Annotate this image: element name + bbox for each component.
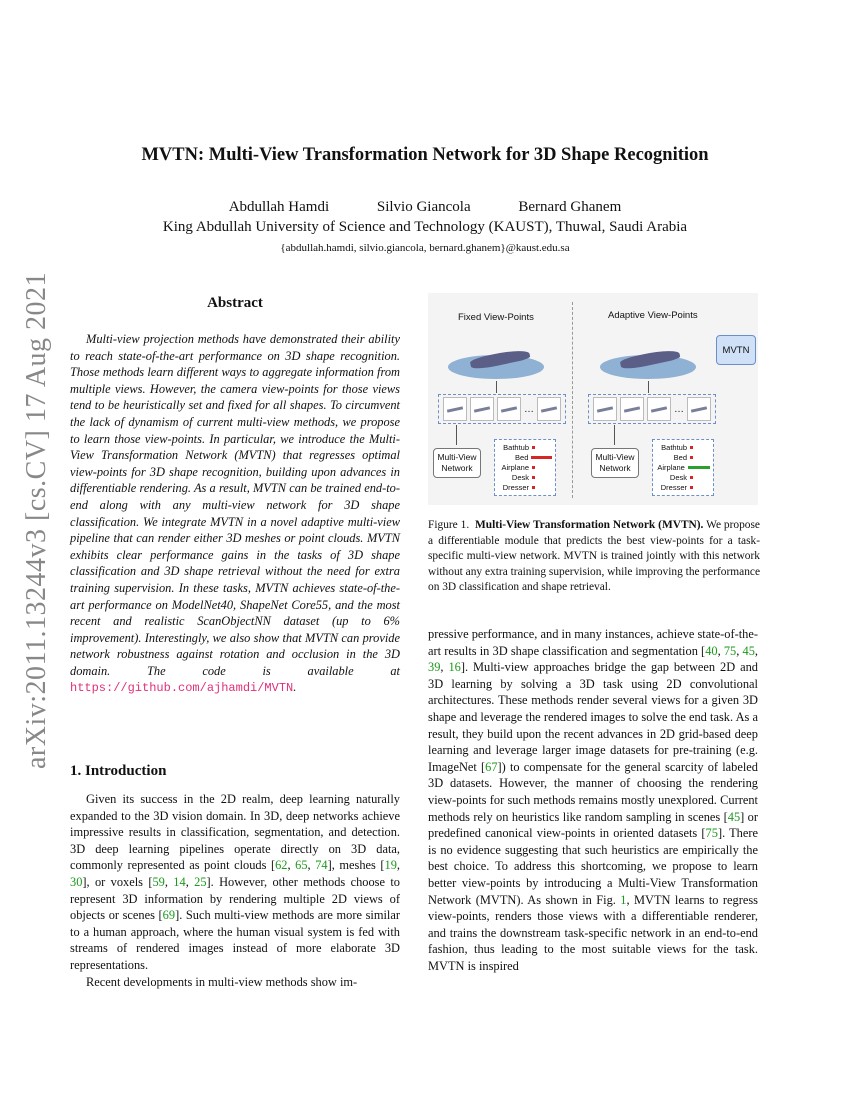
class-score-row — [656, 462, 710, 472]
paragraph-text: , — [717, 643, 724, 658]
citation-link[interactable]: 39 — [428, 660, 441, 675]
caption-text: We propose a differentiable module that predicts the best view-points for a task-specific multi-view network. MVTN is trained jointly with this network without any extra training supervision, while improving the performance on 3D classification and shape retrieval. — [428, 519, 760, 594]
citation-link[interactable]: 69 — [162, 908, 176, 923]
abstract-end: . — [293, 680, 297, 695]
citation-link[interactable]: 25 — [194, 874, 207, 889]
abstract-text: Multi-view projection methods have demonstrated their ability to reach state-of-the-art performance on 3D shape recognition. Those methods learn different ways to aggregate information from multiple views. However, the camera view-points for those views tend to be heuristically set and fixed for all shapes. To circumvent the lack of dynamism of current multi-view methods, we propose to learn those view-points. In particular, we introduce the Multi-View Transformation Network (MVTN) that regresses optimal view-points for 3D shape recognition, building upon advances in differentiable rendering. As a result, MVTN can be trained end-to-end along with any multi-view network for 3D shape classification. We integrate MVTN in a novel adaptive multi-view pipeline that can render either 3D meshes or point clouds. MVTN exhibits clear performance gains in the tasks of 3D shape classification and 3D shape retrieval without the need for extra training supervision. In these tasks, MVTN achieves state-of-the-art performance on ModelNet40, ShapeNet Core55, and the most recent and realistic ScanObjectNN dataset (up to 6% improvement). Interestingly, we also show that MVTN can provide network robustness against rotation and occlusion in the 3D domain. The code is available at — [70, 332, 400, 678]
rendered-view — [497, 397, 521, 421]
figure-divider — [572, 302, 573, 498]
class-score-row — [498, 462, 552, 472]
class-name: Bed — [515, 452, 529, 462]
paragraph-text: ]. Multi-view approaches bridge the gap between 2D and 3D learning by solving a 3D task using 2D convolutional architectures. These methods render several views for a given 3D shape and leverage the rendered images to solve the end task. As a result, they build upon the recent advances in 2D grid-based deep learning and leverage larger image datasets for pre-training (e.g. ImageNet [ — [428, 660, 759, 774]
citation-link[interactable]: 74 — [315, 858, 328, 873]
paragraph-text: , MVTN learns to regress view-points, renders those views with a differentiable renderer, and trains the downstream task-specific network in an end-to-end fashion, thus leading to the most suitable views for the task. MVTN is inspired — [428, 892, 758, 973]
citation-link[interactable]: 62 — [275, 858, 288, 873]
class-name: Desk — [669, 473, 687, 483]
class-score-row — [656, 442, 710, 452]
class-score-row — [656, 483, 710, 493]
paragraph-text: ], or voxels [ — [82, 874, 153, 889]
author-list — [70, 199, 780, 216]
author-name: Silvio Giancola — [376, 199, 471, 215]
class-score-row — [498, 483, 552, 493]
class-name: Bathtub — [503, 442, 529, 452]
score-bar — [690, 456, 693, 459]
author-emails: {abdullah.hamdi, silvio.giancola, bernard.ghanem}@kaust.edu.sa — [280, 242, 570, 254]
paragraph-text: , — [185, 874, 195, 889]
paragraph-text: , — [736, 643, 743, 658]
paragraph-text: ]. However, other methods choose to represent 3D information by rendering multiple 2D views of objects or scenes [ — [70, 874, 400, 923]
citation-link[interactable]: 16 — [448, 660, 461, 675]
score-bar — [532, 486, 535, 489]
score-bar — [690, 446, 693, 449]
rendered-views-right — [588, 394, 716, 424]
arrow-down — [456, 425, 457, 445]
paragraph-text: ], meshes [ — [327, 858, 385, 873]
paper-title: MVTN: Multi-View Transformation Network for 3D Shape Recognition — [141, 145, 709, 165]
score-bar — [532, 446, 535, 449]
citation-link[interactable]: 67 — [485, 759, 498, 774]
class-score-row — [498, 452, 552, 462]
class-name: Bathtub — [661, 442, 687, 452]
rendered-view — [687, 397, 711, 421]
rendered-view — [593, 397, 617, 421]
rendered-view — [470, 397, 494, 421]
paragraph-text: , — [164, 874, 174, 889]
citation-link[interactable]: 40 — [705, 643, 718, 658]
class-score-row — [498, 442, 552, 452]
class-scores-right — [652, 439, 714, 496]
class-name: Dresser — [660, 483, 687, 493]
network-label: Multi-View — [595, 452, 635, 462]
adaptive-viewpoints-title: Adaptive View-Points — [608, 310, 698, 321]
arxiv-identifier: arXiv:2011.13244v3 [cs.CV] 17 Aug 2021 — [21, 271, 52, 769]
score-bar — [688, 466, 710, 469]
paragraph-text: pressive performance, and in many instances, achieve state-of-the-art results in 3D shape classification and segmentation [ — [428, 627, 758, 658]
arrow-down — [648, 381, 649, 393]
paragraph-text: , — [287, 858, 296, 873]
paragraph-text: ] or predefined canonical view-points in oriented datasets [ — [428, 809, 758, 841]
fixed-viewpoints-title: Fixed View-Points — [458, 312, 534, 323]
arrow-down — [614, 425, 615, 445]
paragraph-text: , — [754, 643, 758, 658]
score-bar — [532, 466, 535, 469]
score-bar — [531, 456, 552, 459]
ellipsis: … — [674, 403, 684, 415]
figure-1 — [428, 293, 758, 505]
abstract-body — [70, 331, 400, 697]
citation-link[interactable]: 14 — [173, 874, 186, 889]
abstract-heading: Abstract — [207, 295, 263, 311]
arrow-down — [496, 381, 497, 393]
affiliation: King Abdullah University of Science and Technology (KAUST), Thuwal, Saudi Arabia — [162, 219, 688, 235]
class-name: Airplane — [657, 462, 685, 472]
intro-paragraph-1 — [70, 791, 400, 974]
rendered-view — [443, 397, 467, 421]
network-label: Network — [599, 463, 631, 473]
author-name: Bernard Ghanem — [518, 199, 622, 215]
paragraph-text: ]. Such multi-view methods are more similar to a human approach, where the human visual system is fed with streams of rendered images instead of more elaborate 3D representations. — [70, 908, 400, 972]
intro-paragraph-2-start: Recent developments in multi-view methods show im- — [86, 975, 358, 989]
paragraph-text: , — [307, 858, 316, 873]
rendered-views-left — [438, 394, 566, 424]
class-name: Airplane — [501, 462, 529, 472]
citation-link[interactable]: 45 — [727, 809, 741, 824]
network-label: Network — [441, 463, 473, 473]
score-bar — [532, 476, 535, 479]
multi-view-network-left — [433, 448, 481, 478]
ellipsis: … — [524, 403, 534, 415]
class-score-row — [498, 473, 552, 483]
figure-caption — [428, 518, 760, 596]
paragraph-text: ]. There is no evidence suggesting that such heuristics are empirically the best choice. To address this shortcoming, we propose to learn better view-points by introducing a Multi-View Transformation Network (MVTN). As shown in Fig. — [428, 826, 758, 907]
paragraph-text: , — [440, 660, 449, 675]
network-label: Multi-View — [437, 452, 477, 462]
class-score-row — [656, 473, 710, 483]
citation-link[interactable]: 59 — [152, 874, 165, 889]
score-bar — [690, 476, 693, 479]
intro-right-column — [428, 626, 758, 974]
score-bar — [690, 486, 693, 489]
class-name: Bed — [673, 452, 687, 462]
author-name: Abdullah Hamdi — [228, 199, 330, 215]
citation-link[interactable]: 75 — [723, 643, 737, 658]
paragraph-text: , — [396, 858, 401, 873]
paragraph-text: ]) to compensate for the general scarcity of labeled 3D datasets. However, the manner of choosing the rendering view-points for such methods remains mostly unexplored. Current methods rely on heuristics like random sampling in scenes [ — [428, 759, 758, 824]
citation-link[interactable]: 45 — [742, 643, 755, 658]
citation-link[interactable]: 19 — [384, 858, 397, 873]
class-name: Dresser — [502, 483, 529, 493]
citation-link[interactable]: 75 — [705, 826, 718, 841]
rendered-view — [620, 397, 644, 421]
citation-link[interactable]: 1 — [620, 892, 627, 907]
paragraph-text: Given its success in the 2D realm, deep learning naturally expanded to the 3D vision domain. In 3D, deep networks achieve impressive results in classification, segmentation, and detection. 3D deep learning pipelines operate directly on 3D data, commonly represented as point clouds [ — [70, 792, 400, 873]
caption-label: Figure 1. — [428, 519, 470, 531]
citation-link[interactable]: 65 — [295, 858, 308, 873]
section-heading: 1. Introduction — [70, 763, 167, 779]
caption-title: Multi-View Transformation Network (MVTN). — [475, 519, 704, 531]
mvtn-module: MVTN — [716, 335, 756, 365]
rendered-view — [537, 397, 561, 421]
class-scores-left — [494, 439, 556, 496]
class-score-row — [656, 452, 710, 462]
citation-link[interactable]: 30 — [70, 874, 83, 889]
multi-view-network-right — [591, 448, 639, 478]
code-link[interactable]: https://github.com/ajhamdi/MVTN — [70, 681, 294, 696]
class-name: Desk — [511, 473, 529, 483]
rendered-view — [647, 397, 671, 421]
